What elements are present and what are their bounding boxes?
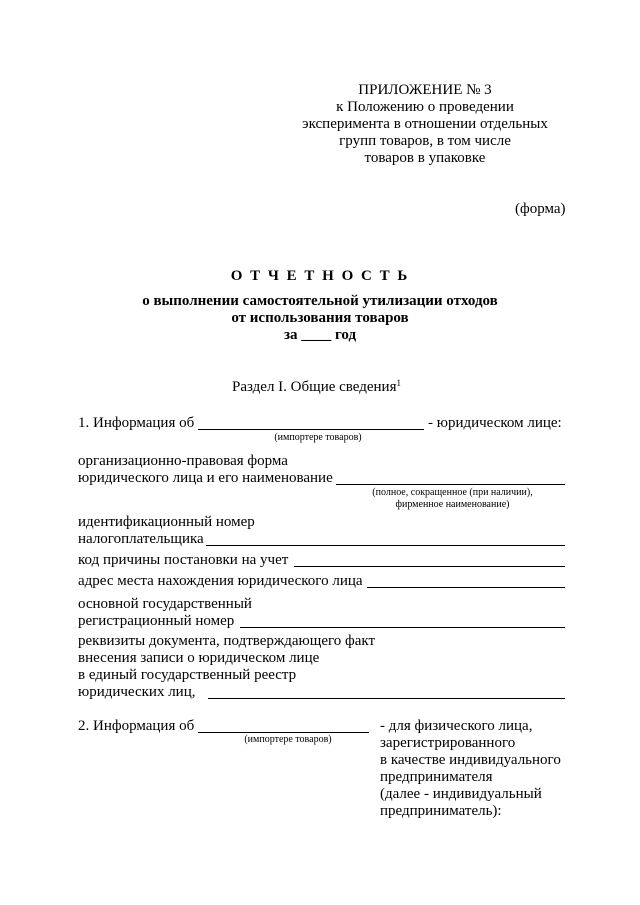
item2-desc: предприниматель): xyxy=(380,803,502,819)
org-name-hint: фирменное наименование) xyxy=(395,499,510,510)
inn-label: налогоплательщика xyxy=(78,531,204,547)
item1-blank-line xyxy=(198,429,424,430)
kpp-line xyxy=(294,566,565,567)
report-title: О Т Ч Е Т Н О С Т Ь xyxy=(230,268,410,284)
footnote-mark: 1 xyxy=(396,378,401,388)
item1-prefix: 1. Информация об xyxy=(78,415,195,431)
item2-prefix: 2. Информация об xyxy=(78,718,195,734)
section-heading xyxy=(232,379,401,396)
report-subtitle: о выполнении самостоятельной утилизации отходов xyxy=(142,293,498,309)
appendix-number: ПРИЛОЖЕНИЕ № 3 xyxy=(358,82,492,98)
item1-hint: (импортере товаров) xyxy=(274,432,362,443)
report-subtitle: от использования товаров xyxy=(231,310,409,326)
item2-desc: зарегистрированного xyxy=(380,735,516,751)
appendix-line: товаров в упаковке xyxy=(364,150,486,166)
address-label: адрес места нахождения юридического лица xyxy=(78,573,363,589)
reg-doc-line xyxy=(208,698,565,699)
report-year: за ____ год xyxy=(283,327,357,343)
item1-suffix: - юридическом лице: xyxy=(428,415,562,431)
inn-label: идентификационный номер xyxy=(78,514,255,530)
ogrn-label: основной государственный xyxy=(78,596,252,612)
reg-doc-label: реквизиты документа, подтверждающего факт xyxy=(78,633,376,649)
item2-desc: - для физического лица, xyxy=(380,718,533,734)
section-label: Раздел I. Общие сведения xyxy=(232,379,397,395)
org-name-line xyxy=(336,484,565,485)
item2-blank-line xyxy=(198,732,369,733)
address-line xyxy=(367,587,565,588)
form-label: (форма) xyxy=(515,201,566,217)
kpp-label: код причины постановки на учет xyxy=(78,552,289,568)
appendix-line: групп товаров, в том числе xyxy=(339,133,511,149)
item2-desc: предпринимателя xyxy=(380,769,493,785)
item2-desc: в качестве индивидуального xyxy=(380,752,561,768)
appendix-line: эксперимента в отношении отдельных xyxy=(302,116,548,132)
org-form-label: организационно-правовая форма xyxy=(78,453,288,469)
inn-line xyxy=(206,545,565,546)
appendix-line: к Положению о проведении xyxy=(336,99,514,115)
org-name-hint: (полное, сокращенное (при наличии), xyxy=(372,487,533,498)
item2-hint: (импортере товаров) xyxy=(244,734,332,745)
reg-doc-label: в единый государственный реестр xyxy=(78,667,297,683)
reg-doc-label: внесения записи о юридическом лице xyxy=(78,650,320,666)
ogrn-label: регистрационный номер xyxy=(78,613,235,629)
item2-desc: (далее - индивидуальный xyxy=(380,786,542,802)
reg-doc-label: юридических лиц, xyxy=(78,684,196,700)
ogrn-line xyxy=(240,627,565,628)
org-form-label: юридического лица и его наименование xyxy=(78,470,333,486)
